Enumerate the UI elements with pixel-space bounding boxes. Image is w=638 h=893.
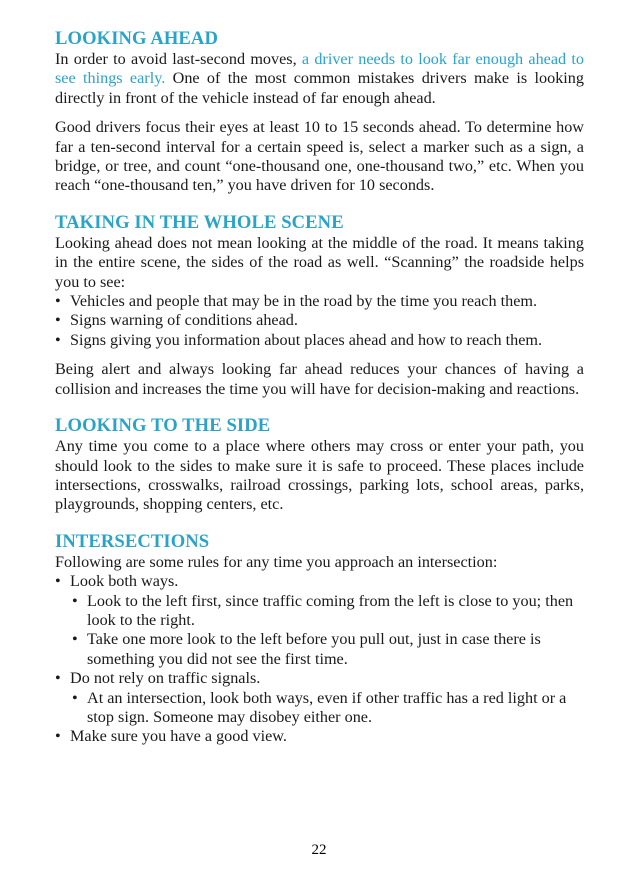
sub-list-item: • Take one more look to the left before you pull out, just in case there is something you did not see the first time. [72, 630, 541, 668]
bullet-icon: • [55, 572, 61, 591]
bullet-icon: • [55, 727, 61, 746]
section-whole-scene [55, 212, 584, 399]
highlighted-text: a driver needs to look far enough ahead to see things early. [55, 50, 584, 88]
bullet-icon: • [55, 292, 61, 311]
bullet-icon: • [55, 330, 61, 349]
bullet-icon: • [55, 311, 61, 330]
paragraph-intersections-intro: Following are some rules for any time you approach an intersection: [55, 552, 498, 571]
bullet-icon: • [72, 630, 78, 649]
list-item: • Do not rely on traffic signals. • At an intersection, look both ways, even if other traffic has a red light or a stop sign. Someone may disobey either one. [55, 669, 584, 727]
sub-list-item: • Look to the left first, since traffic coming from the left is close to you; then look to the right. [72, 591, 574, 629]
paragraph-whole-scene-outro: Being alert and always looking far ahead reduces your chances of having a collision and increases the time you will have for decision-making and reactions. [55, 360, 584, 398]
list-item: • Signs giving you information about places ahead and how to reach them. [55, 330, 543, 349]
paragraph-looking-ahead-2: Good drivers focus their eyes at least 10 to 15 seconds ahead. To determine how far a ten-second interval for a certain speed is, select a marker such as a sign, a bridge, or tree, and count “one-thousand one, one-thousand two,” etc. When you reach “one-thousand ten,” you have driven for 10 seconds. [55, 118, 584, 195]
paragraph-looking-side: Any time you come to a place where others may cross or enter your path, you should look to the sides to make sure it is safe to proceed. These places include intersections, crosswalks, railroad crossings, parking lots, school areas, parks, playgrounds, shopping centers, etc. [55, 437, 584, 514]
sub-list [70, 689, 584, 728]
heading-looking-ahead: LOOKING AHEAD [55, 28, 218, 49]
heading-whole-scene: TAKING IN THE WHOLE SCENE [55, 211, 344, 233]
heading-looking-side: LOOKING TO THE SIDE [55, 415, 271, 437]
list-item: • Look both ways. • Look to the left first, since traffic coming from the left is close to you; then look to the right. • Take one more look to the left before you pull out, just in case there is something you did not see the first time. [55, 572, 584, 669]
paragraph-looking-ahead-1: In order to avoid last-second moves, a driver needs to look far enough ahead to see things early. One of the most common mistakes drivers make is looking directly in front of the vehicle instead of far enough ahead. [55, 50, 584, 107]
list-item: • Make sure you have a good view. [55, 727, 287, 746]
bullet-icon: • [72, 591, 78, 610]
section-intersections [55, 531, 584, 747]
paragraph-whole-scene-intro: Looking ahead does not mean looking at the middle of the road. It means taking in the entire scene, the sides of the road as well. “Scanning” the roadside helps you to see: [55, 233, 584, 291]
page-number: 22 [311, 842, 327, 858]
bullet-icon: • [55, 669, 61, 688]
section-looking-ahead [55, 28, 584, 196]
scanning-list [55, 292, 584, 350]
intersection-rules-list [55, 572, 584, 747]
section-looking-side [55, 415, 584, 515]
sub-list-item: • At an intersection, look both ways, even if other traffic has a red light or a stop sign. Someone may disobey either one. [72, 688, 567, 726]
heading-intersections: INTERSECTIONS [55, 530, 210, 552]
list-item: • Vehicles and people that may be in the road by the time you reach them. [55, 292, 538, 311]
bullet-icon: • [72, 688, 78, 707]
list-item: • Signs warning of conditions ahead. [55, 311, 298, 330]
sub-list [70, 592, 584, 670]
